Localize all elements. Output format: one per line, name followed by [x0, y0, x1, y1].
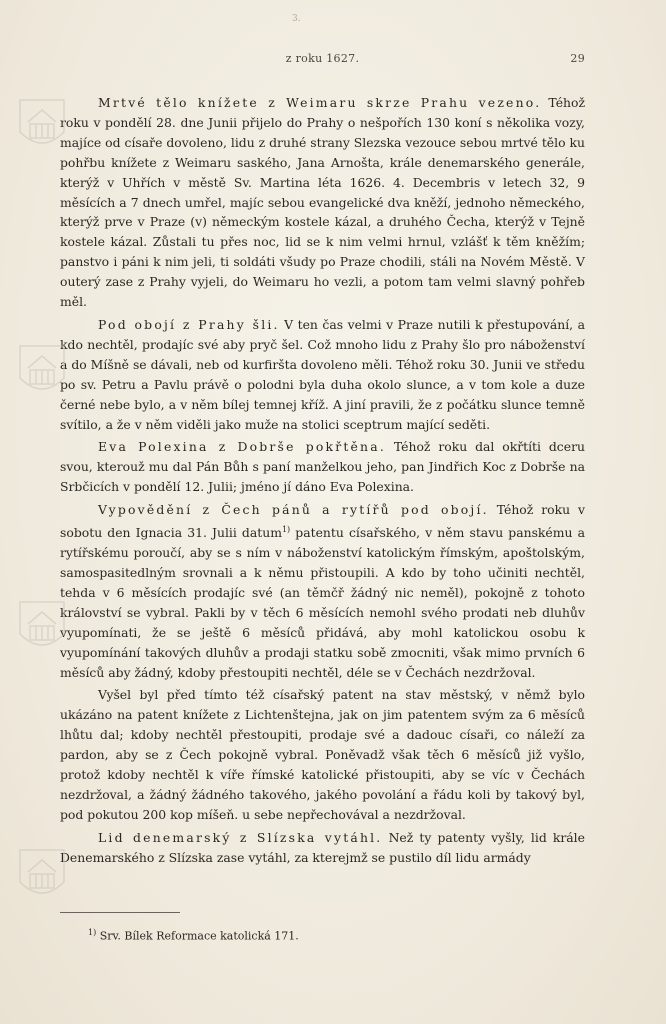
footnote-marker: 1) [88, 928, 97, 937]
paragraph-text: patentu císařského, v něm stavu panskému a rytířskému poroučí, aby se s ním v náboženství katolickým římským, apoštolským, samospasitedlným srovnali a k němu přistoupili. A kdo by toho učiniti nechtěl, tehda v 6 měsících prodajíc své (an těmčř žádný nic neměl), pokojně z tohoto království se vybral. Pakli by v těch 6 měsících nemohl svého prodati neb dluhův vyupomínati, že se ještě 6 měsíců přidává, aby mohl katolickou osobu k vyupomínání takových dluhův a prodaji statku sobě zmocniti, však mimo prvních 6 měsíců aby žádný, kdoby přestoupiti nechtěl, déle se v Čechách nezdržoval. [60, 525, 585, 680]
footnote-text: Srv. Bílek Reformace katolická 171. [99, 929, 299, 943]
paragraph-text: Než ty patenty vyšly, lid krále Denemarského z Slízska zase vytáhl, za kterejmž se pustilo díl lidu armády [60, 829, 585, 865]
paragraph-heading: Lid denemarský z Slízska vytáhl. [98, 829, 383, 845]
footnote-rule [60, 912, 180, 913]
paragraph [60, 437, 585, 497]
footnote-ref: 1) [281, 525, 291, 535]
paragraph-heading: Vypovědění z Čech pánů a rytířů pod obojí. [98, 502, 489, 518]
paragraph [60, 315, 585, 434]
paragraph-text: Vyšel byl před tímto též císařský patent na stav městský, v němž bylo ukázáno na patent knížete z Lichtenštejna, jak on jim patentem svým za 6 měsíců lhůtu dal; kdoby nechtěl přestoupiti, prodaje své a dadouc císaři, co náleží za pardon, aby se z Čech pokojně vybral. Poněvadž však těch 6 měsíců již vyšlo, protož kdoby nechtěl k víře římské katolické přistoupiti, aby se víc v Čechách nezdržoval, a žádný žádného takového, jakého povolání a řádu koli by takový byl, pod pokutou 200 kop míšeň. u sebe nepřechovával a nezdržoval. [60, 687, 585, 822]
body-text [60, 93, 585, 871]
paragraph [60, 500, 585, 682]
paragraph-text: V ten čas velmi v Praze nutili k přestupování, a kdo nechtěl, prodajíc své aby pryč šel. Což mnoho lidu z Prahy šlo pro náboženství a do Míšně se dávali, neb od kurfiršta dovoleno měli. Téhož roku 30. Junii ve středu po sv. Petru a Pavlu právě o polodni byla duha okolo slunce, a v tom kole a duze černé nebe bylo, a v něm bílej temnej kříž. A jiní pravili, že z počátku slunce temně svítilo, a že v něm viděli jako muže na stolici sceptrum mající seděti. [60, 316, 586, 432]
paragraph-text: Téhož roku v sobotu den Ignacia 31. Julii datum [60, 502, 585, 541]
running-header [60, 52, 585, 70]
running-title: z roku 1627. [285, 52, 360, 65]
page-number: 29 [570, 52, 585, 65]
top-mark: 3. [292, 14, 301, 24]
paragraph-text: Téhož roku v pondělí 28. dne Junii přijelo do Prahy o nešpořích 130 koní s několika vozy, majíce od císaře dovoleno, lidu z druhé strany Slezska vezouce sebou mrtvé tělo ku pohřbu knížete z Weimaru saského, Jana Arnošta, krále denemarského generále, kterýž v Uhřích v městě Sv. Martina léta 1626. 4. Decembris v letech 32, 9 měsících a 7 dnech umřel, majíc sebou evangelické dva kněží, jednoho německého, kterýž prve v Praze (v) německým kostele kázal, a druhého Čecha, kterýž v Tejně kostele kázal. Zůstali tu přes noc, lid se k nim velmi hrnul, vzlášť k těm kněžím; panstvo i páni k nim jeli, ti soldáti všudy po Praze chodili, stáli na Novém Městě. V outerý zase z Prahy vyjeli, do Weimaru ho vezli, a potom tam velmi slavný pohřeb měl. [60, 95, 586, 310]
paragraph-heading: Pod obojí z Prahy šli. [98, 316, 280, 332]
paragraph [60, 828, 585, 868]
paragraph-text: Téhož roku dal okřtíti dceru svou, kterouž mu dal Pán Bůh s paní manželkou jeho, pan Jindřich Koc z Dobrše na Srbčicích v pondělí 12. Julii; jméno jí dáno Eva Polexina. [60, 439, 585, 495]
paragraph [60, 93, 585, 312]
footnote [88, 928, 588, 943]
paragraph [60, 685, 585, 824]
paragraph-heading: Eva Polexina z Dobrše pokřtěna. [98, 439, 386, 455]
paragraph-heading: Mrtvé tělo knížete z Weimaru skrze Prahu vezeno. [98, 95, 542, 110]
